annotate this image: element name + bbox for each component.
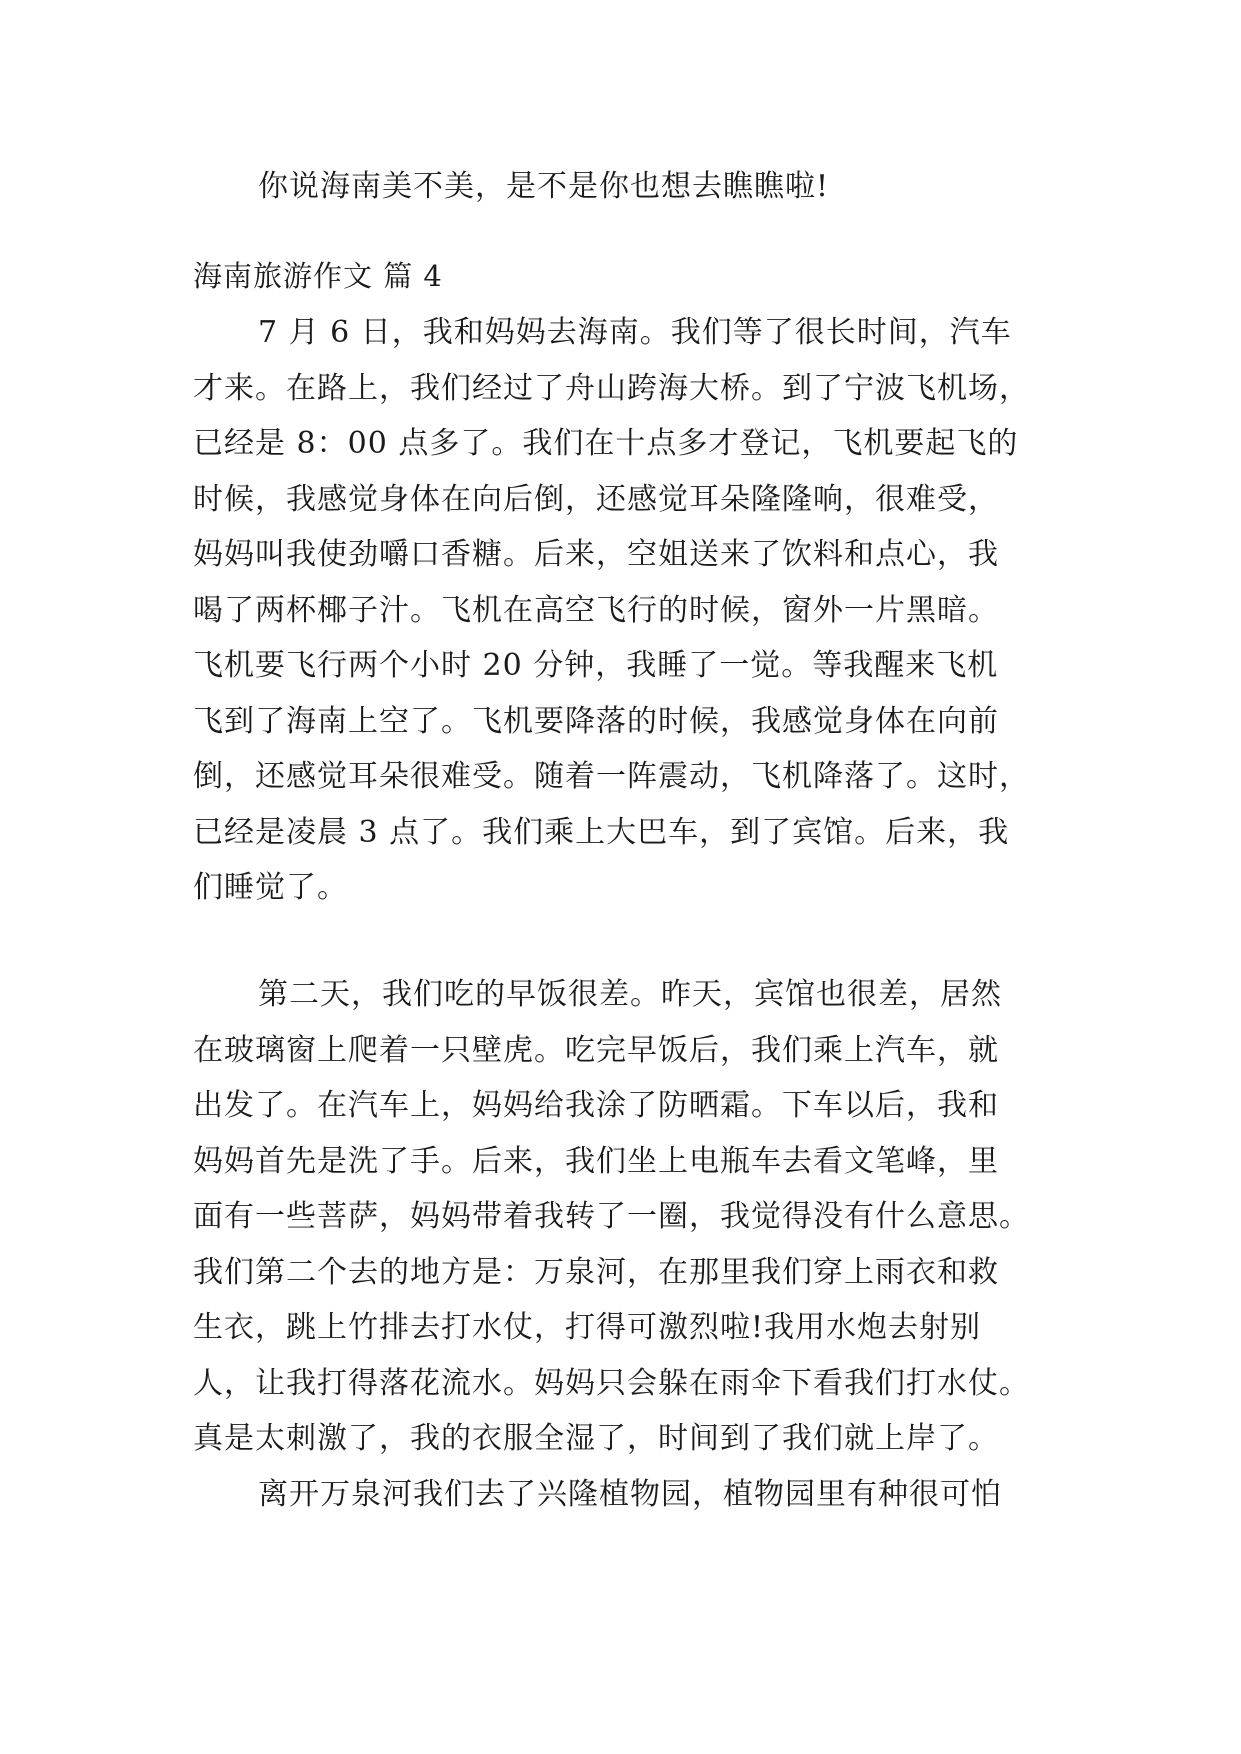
paragraph-line: 离开万泉河我们去了兴隆植物园，植物园里有种很可怕 xyxy=(258,1477,1002,1512)
paragraph-line: 面有一些菩萨，妈妈带着我转了一圈，我觉得没有什么意思。 xyxy=(193,1199,1030,1234)
paragraph-line: 我们第二个去的地方是：万泉河，在那里我们穿上雨衣和救 xyxy=(193,1255,999,1290)
paragraph-line: 出发了。在汽车上，妈妈给我涂了防晒霜。下车以后，我和 xyxy=(193,1088,999,1123)
paragraph-line: 已经是 8：00 点多了。我们在十点多才登记，飞机要起飞的 xyxy=(193,426,1019,461)
paragraph-line: 喝了两杯椰子汁。飞机在高空飞行的时候，窗外一片黑暗。 xyxy=(193,593,999,628)
paragraph-line: 们睡觉了。 xyxy=(193,870,348,905)
paragraph-line: 生衣，跳上竹排去打水仗，打得可激烈啦!我用水炮去射别 xyxy=(193,1310,982,1345)
paragraph-line: 人，让我打得落花流水。妈妈只会躲在雨伞下看我们打水仗。 xyxy=(193,1366,1030,1401)
paragraph-line: 第二天，我们吃的早饭很差。昨天，宾馆也很差，居然 xyxy=(258,977,1002,1012)
paragraph-line: 在玻璃窗上爬着一只壁虎。吃完早饭后，我们乘上汽车，就 xyxy=(193,1033,999,1068)
paragraph-line: 飞机要飞行两个小时 20 分钟，我睡了一觉。等我醒来飞机 xyxy=(193,648,999,683)
paragraph-line: 真是太刺激了，我的衣服全湿了，时间到了我们就上岸了。 xyxy=(193,1421,999,1456)
paragraph-line: 7 月 6 日，我和妈妈去海南。我们等了很长时间，汽车 xyxy=(258,315,1012,350)
paragraph-line: 妈妈叫我使劲嚼口香糖。后来，空姐送来了饮料和点心，我 xyxy=(193,537,999,572)
paragraph-line: 才来。在路上，我们经过了舟山跨海大桥。到了宁波飞机场， xyxy=(193,371,1030,406)
paragraph-line: 飞到了海南上空了。飞机要降落的时候，我感觉身体在向前 xyxy=(193,704,999,739)
section-title: 海南旅游作文 篇 4 xyxy=(193,259,443,293)
closing-line: 你说海南美不美，是不是你也想去瞧瞧啦! xyxy=(258,169,830,204)
paragraph-line: 已经是凌晨 3 点了。我们乘上大巴车，到了宾馆。后来，我 xyxy=(193,815,1010,850)
paragraph-line: 妈妈首先是洗了手。后来，我们坐上电瓶车去看文笔峰，里 xyxy=(193,1144,999,1179)
paragraph-line: 时候，我感觉身体在向后倒，还感觉耳朵隆隆响，很难受， xyxy=(193,482,999,517)
paragraph-line: 倒，还感觉耳朵很难受。随着一阵震动，飞机降落了。这时， xyxy=(193,759,1030,794)
